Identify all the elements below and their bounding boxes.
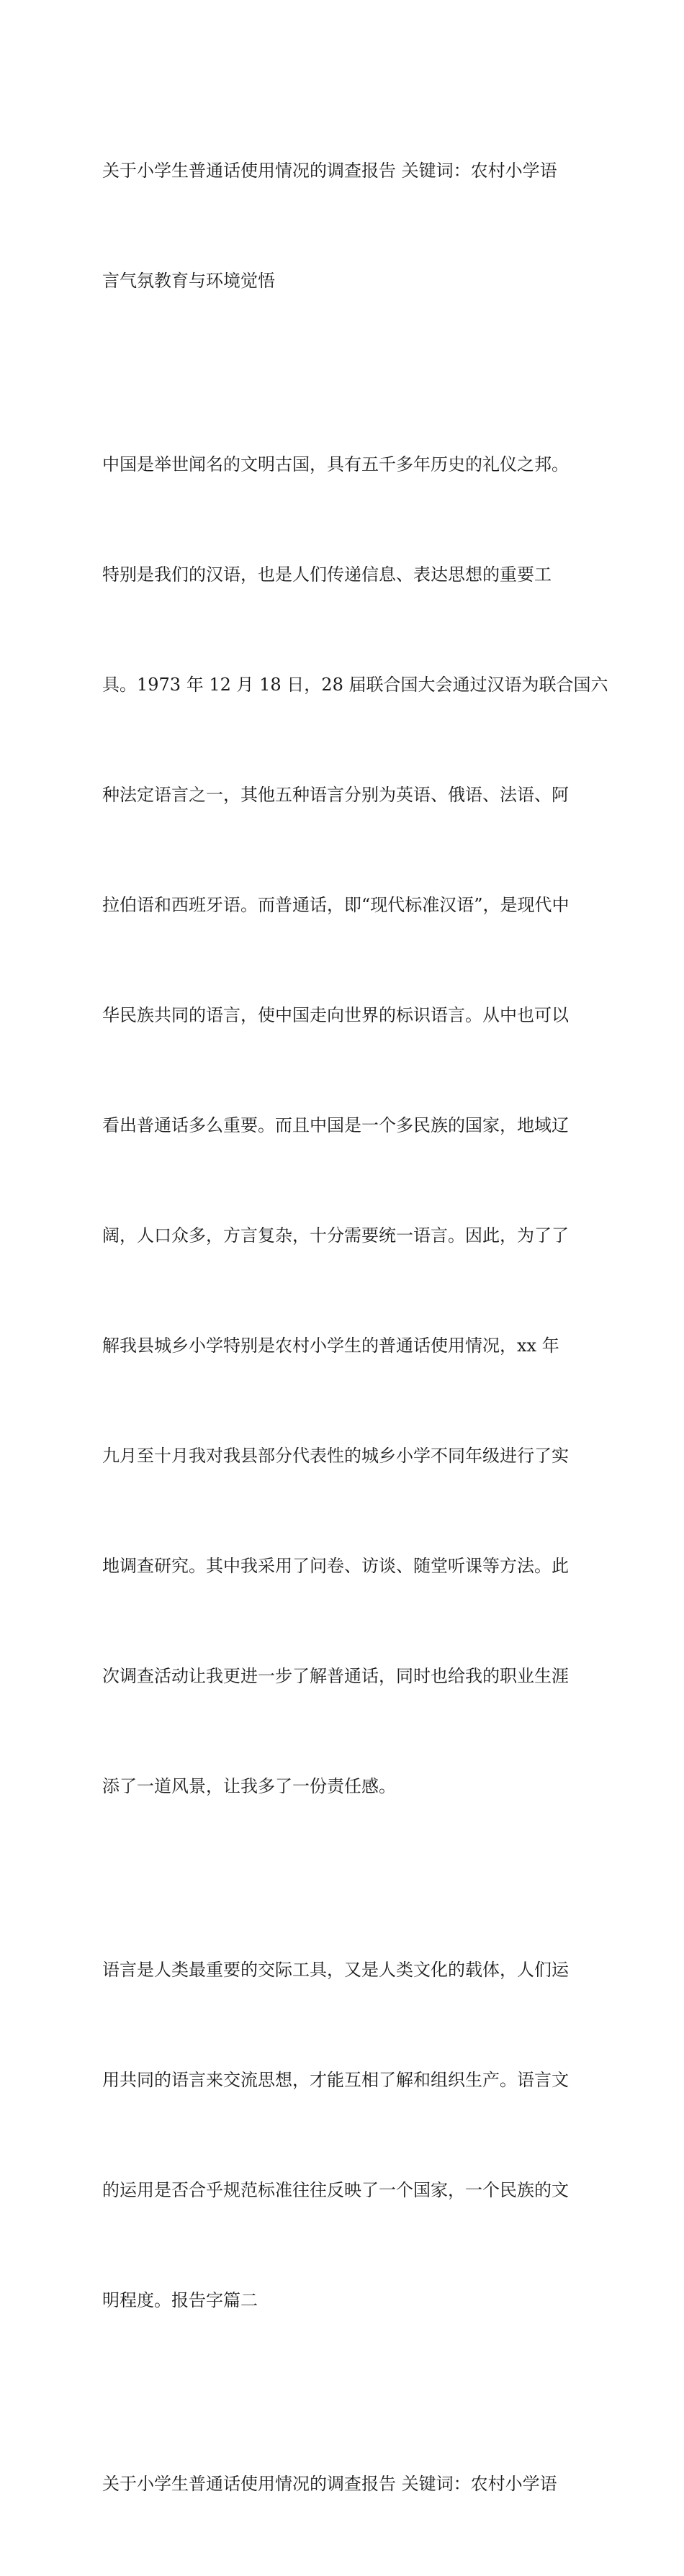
paragraph-intro — [102, 373, 608, 1878]
text-line: 解我县城乡小学特别是农村小学生的普通话使用情况，xx 年 — [102, 1336, 559, 1356]
text-line: 关于小学生普通话使用情况的调查报告 关键词：农村小学语 — [102, 2474, 557, 2494]
text-line: 中国是举世闻名的文明古国，具有五千多年历史的礼仪之邦。 — [102, 454, 569, 474]
text-line: 关于小学生普通话使用情况的调查报告 关键词：农村小学语 — [102, 161, 557, 181]
text-line: 添了一道风景，让我多了一份责任感。 — [102, 1776, 396, 1796]
text-line: 特别是我们的汉语，也是人们传递信息、表达思想的重要工 — [102, 564, 552, 585]
text-line: 地调查研究。其中我采用了问卷、访谈、随堂听课等方法。此 — [102, 1556, 569, 1576]
text-line: 的运用是否合乎规范标准往往反映了一个国家，一个民族的文 — [102, 2180, 569, 2200]
text-line: 语言是人类最重要的交际工具，又是人类文化的载体，人们运 — [102, 1960, 569, 1980]
text-line: 具。1973 年 12 月 18 日，28 届联合国大会通过汉语为联合国六 — [102, 675, 608, 695]
paragraph-title — [102, 79, 592, 373]
text-line: 九月至十月我对我县部分代表性的城乡小学不同年级进行了实 — [102, 1446, 569, 1466]
paragraph-language — [102, 1878, 592, 2392]
text-line: 看出普通话多么重要。而且中国是一个多民族的国家，地域辽 — [102, 1115, 569, 1135]
document-page — [102, 79, 608, 2576]
text-line: 次调查活动让我更进一步了解普通话，同时也给我的职业生涯 — [102, 1666, 569, 1686]
text-line: 阔，人口众多，方言复杂，十分需要统一语言。因此，为了了 — [102, 1225, 569, 1246]
text-line: 种法定语言之一，其他五种语言分别为英语、俄语、法语、阿 — [102, 785, 569, 805]
text-line: 用共同的语言来交流思想，才能互相了解和组织生产。语言文 — [102, 2070, 569, 2090]
text-line: 拉伯语和西班牙语。而普通话，即“现代标准汉语”，是现代中 — [102, 895, 570, 915]
paragraph-title-repeat — [102, 2392, 592, 2576]
text-line: 华民族共同的语言，使中国走向世界的标识语言。从中也可以 — [102, 1005, 569, 1025]
text-line: 明程度。报告字篇二 — [102, 2290, 258, 2310]
text-line: 言气氛教育与环境觉悟 — [102, 271, 275, 291]
